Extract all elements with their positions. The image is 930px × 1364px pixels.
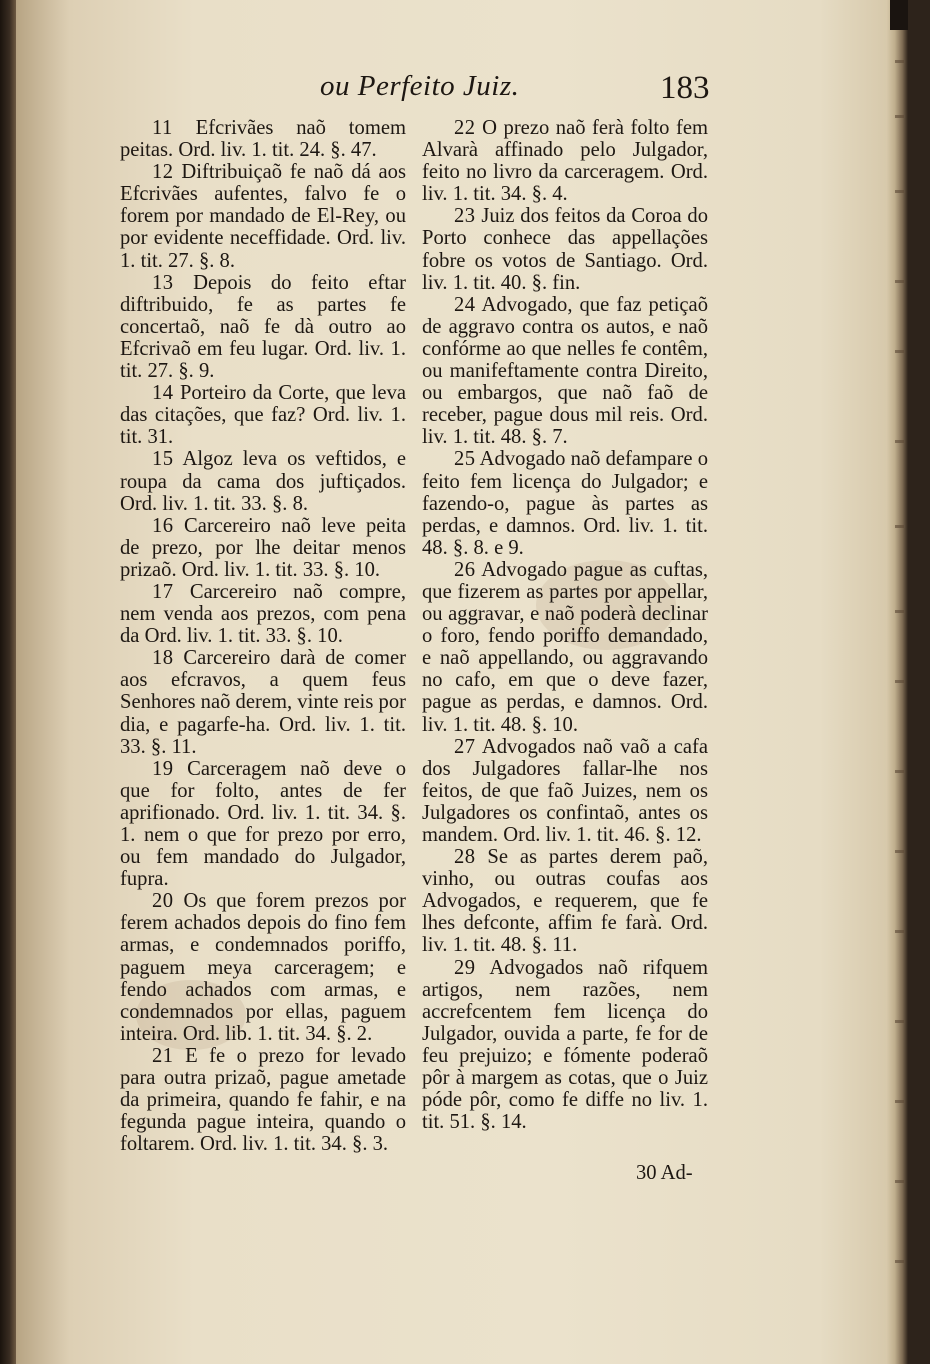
ordinance-entry [422, 957, 708, 1134]
edge-mark [895, 525, 904, 528]
fore-edge-marks [890, 20, 906, 1340]
entry-text: Advogados naõ rifquem artigos, nem razões, nem accrefcentem fem licença do Julgador, ouvida a parte, fe for de feu prejuizo; e fómente poderaõ pôr à margem as cotas, que o Juiz póde pôr, como fe diffe no liv. 1. tit. 51. §. 14. [422, 956, 709, 1134]
edge-mark [895, 850, 904, 853]
entry-number: 20 [152, 890, 174, 913]
entry-number: 27 [454, 735, 476, 758]
entry-text: Depois do feito eftar diftribuido, fe as partes fe concertaõ, naõ fe dà outro ao Efcrivaõ em feu lugar. Ord. liv. 1. tit. 27. §. 9. [120, 271, 406, 383]
entry-number: 26 [454, 558, 476, 581]
entry-number: 16 [152, 514, 174, 537]
entry-text: Carceragem naõ deve o que for folto, antes de fer aprifionado. Ord. liv. 1. tit. 34. §. 1. nem o que for prezo por erro, ou fem mandado do Julgador, fupra. [120, 757, 406, 891]
entry-number: 28 [454, 846, 476, 869]
ordinance-entry [120, 647, 406, 757]
entry-text: Os que forem prezos por ferem achados depois do fino fem armas, e condemnados poriffo, paguem meya carceragem; e fendo achados com armas, e condemnados por ellas, paguem inteira. Ord. lib. 1. tit. 34. §. 2. [120, 890, 406, 1045]
entry-text: Advogado, que faz petiçaõ de aggravo contra os autos, e naõ confórme ao que nelles fe contêm, ou manifeftamente contra Direito, ou embargos, que naõ faõ de receber, pague dous mil reis. Ord. liv. 1. tit. 48. §. 7. [422, 293, 708, 449]
entry-number: 22 [454, 117, 476, 139]
running-head: ou Perfeito Juiz. [320, 70, 520, 102]
entry-text: Carcereiro naõ compre, nem venda aos prezos, com pena da Ord. liv. 1. tit. 33. §. 10. [120, 580, 406, 648]
entry-text: Algoz leva os veftidos, e roupa da cama dos juftiçados. Ord. liv. 1. tit. 33. §. 8. [120, 448, 406, 515]
entry-text: Se as partes derem paõ, vinho, ou outras coufas aos Advogados, e requerem, que fe lhes defconte, affim fe farà. Ord. liv. 1. tit. 48. §. 11. [422, 846, 708, 957]
right-column [422, 117, 708, 1133]
edge-mark [895, 440, 904, 443]
entry-number: 14 [152, 382, 174, 405]
edge-mark [895, 1260, 904, 1263]
entry-number: 25 [454, 448, 476, 471]
entry-text: Advogado pague as cuftas, que fizerem as partes por appellar, ou aggravar, e naõ poderà declinar o foro, fendo poriffo demandado, e naõ appellando, ou aggravando no cafo, em que o deve fazer, pague as perdas, e damnos. Ord. liv. 1. tit. 48. §. 10. [422, 558, 708, 736]
ordinance-entry [422, 559, 708, 736]
entry-number: 23 [454, 205, 476, 228]
ordinance-entry [120, 161, 406, 271]
edge-mark [895, 770, 904, 773]
edge-mark [895, 610, 904, 613]
entry-number: 19 [152, 757, 174, 780]
edge-mark [895, 190, 904, 193]
entry-number: 18 [152, 647, 174, 670]
entry-text: Carcereiro darà de comer aos efcravos, a quem feus Senhores naõ derem, vinte reis por dia, e pagarfe-ha. Ord. liv. 1. tit. 33. §. 11. [120, 647, 406, 758]
entry-text: Advogado naõ defampare o feito fem licença do Julgador; e fazendo-o, pague às partes as perdas, e damnos. Ord. liv. 1. tit. 48. §. 8. e 9. [422, 448, 708, 559]
edge-mark [895, 350, 904, 353]
ordinance-entry [120, 448, 406, 514]
entry-text: O prezo naõ ferà folto fem Alvarà affinado pelo Julgador, feito no livro da carceragem. Ord. liv. 1. tit. 34. §. 4. [422, 117, 708, 206]
entry-number: 29 [454, 956, 476, 979]
entry-text: Advogados naõ vaõ a cafa dos Julgadores fallar-lhe nos feitos, de que faõ Juizes, nem os Julgadores os confintaõ, antes os mandem. Ord. liv. 1. tit. 46. §. 12. [422, 735, 708, 846]
book-page [16, 0, 908, 1364]
page-number: 183 [660, 70, 710, 106]
ordinance-entry [120, 890, 406, 1045]
ordinance-entry [422, 846, 708, 956]
entry-number: 15 [152, 448, 174, 471]
entry-number: 12 [152, 161, 174, 184]
entry-text: Carcereiro naõ leve peita de prezo, por lhe deitar menos prizaõ. Ord. liv. 1. tit. 33. §. 10. [120, 514, 407, 581]
ordinance-entry [422, 117, 708, 205]
page-corner [890, 0, 908, 30]
ordinance-entry [120, 117, 406, 161]
ordinance-entry [422, 294, 708, 449]
ordinance-entry [422, 736, 708, 846]
ordinance-entry [422, 448, 708, 558]
ordinance-entry [422, 205, 708, 293]
entry-number: 13 [152, 271, 174, 294]
edge-mark [895, 1020, 904, 1023]
entry-text: Efcrivães naõ tomem peitas. Ord. liv. 1. tit. 24. §. 47. [120, 117, 406, 162]
entry-text: E fe o prezo for levado para outra prizaõ, pague ametade da primeira, quando fe fahir, e na fegunda pague inteira, quando o foltarem. Ord. liv. 1. tit. 34. §. 3. [120, 1044, 406, 1156]
page-fore-edge [886, 0, 908, 1364]
entry-number: 24 [454, 293, 476, 316]
entry-text: Juiz dos feitos da Coroa do Porto conhece das appellações fobre os votos de Santiago. Ord. liv. 1. tit. 40. §. fin. [422, 205, 708, 294]
ordinance-entry [120, 1045, 406, 1155]
entry-number: 17 [152, 580, 174, 603]
page-header [16, 66, 908, 110]
edge-mark [895, 60, 904, 63]
entry-number: 11 [152, 117, 173, 139]
ordinance-entry [120, 272, 406, 382]
edge-mark [895, 115, 904, 118]
binding-gutter [0, 0, 16, 1364]
left-column [120, 117, 406, 1155]
entry-text: Porteiro da Corte, que leva das citações, que faz? Ord. liv. 1. tit. 31. [120, 382, 406, 449]
edge-mark [895, 1180, 904, 1183]
catchword: 30 Ad- [636, 1162, 693, 1184]
ordinance-entry [120, 758, 406, 891]
ordinance-entry [120, 515, 406, 581]
ordinance-entry [120, 382, 406, 448]
entry-text: Diftribuiçaõ fe naõ dá aos Efcrivães aufentes, falvo fe o forem por mandado de El-Rey, ou por evidente neceffidade. Ord. liv. 1. tit. 27. §. 8. [120, 161, 406, 272]
edge-mark [895, 930, 904, 933]
edge-mark [895, 1100, 904, 1103]
ordinance-entry [120, 581, 406, 647]
edge-mark [895, 680, 904, 683]
entry-number: 21 [152, 1044, 174, 1067]
edge-mark [895, 280, 904, 283]
